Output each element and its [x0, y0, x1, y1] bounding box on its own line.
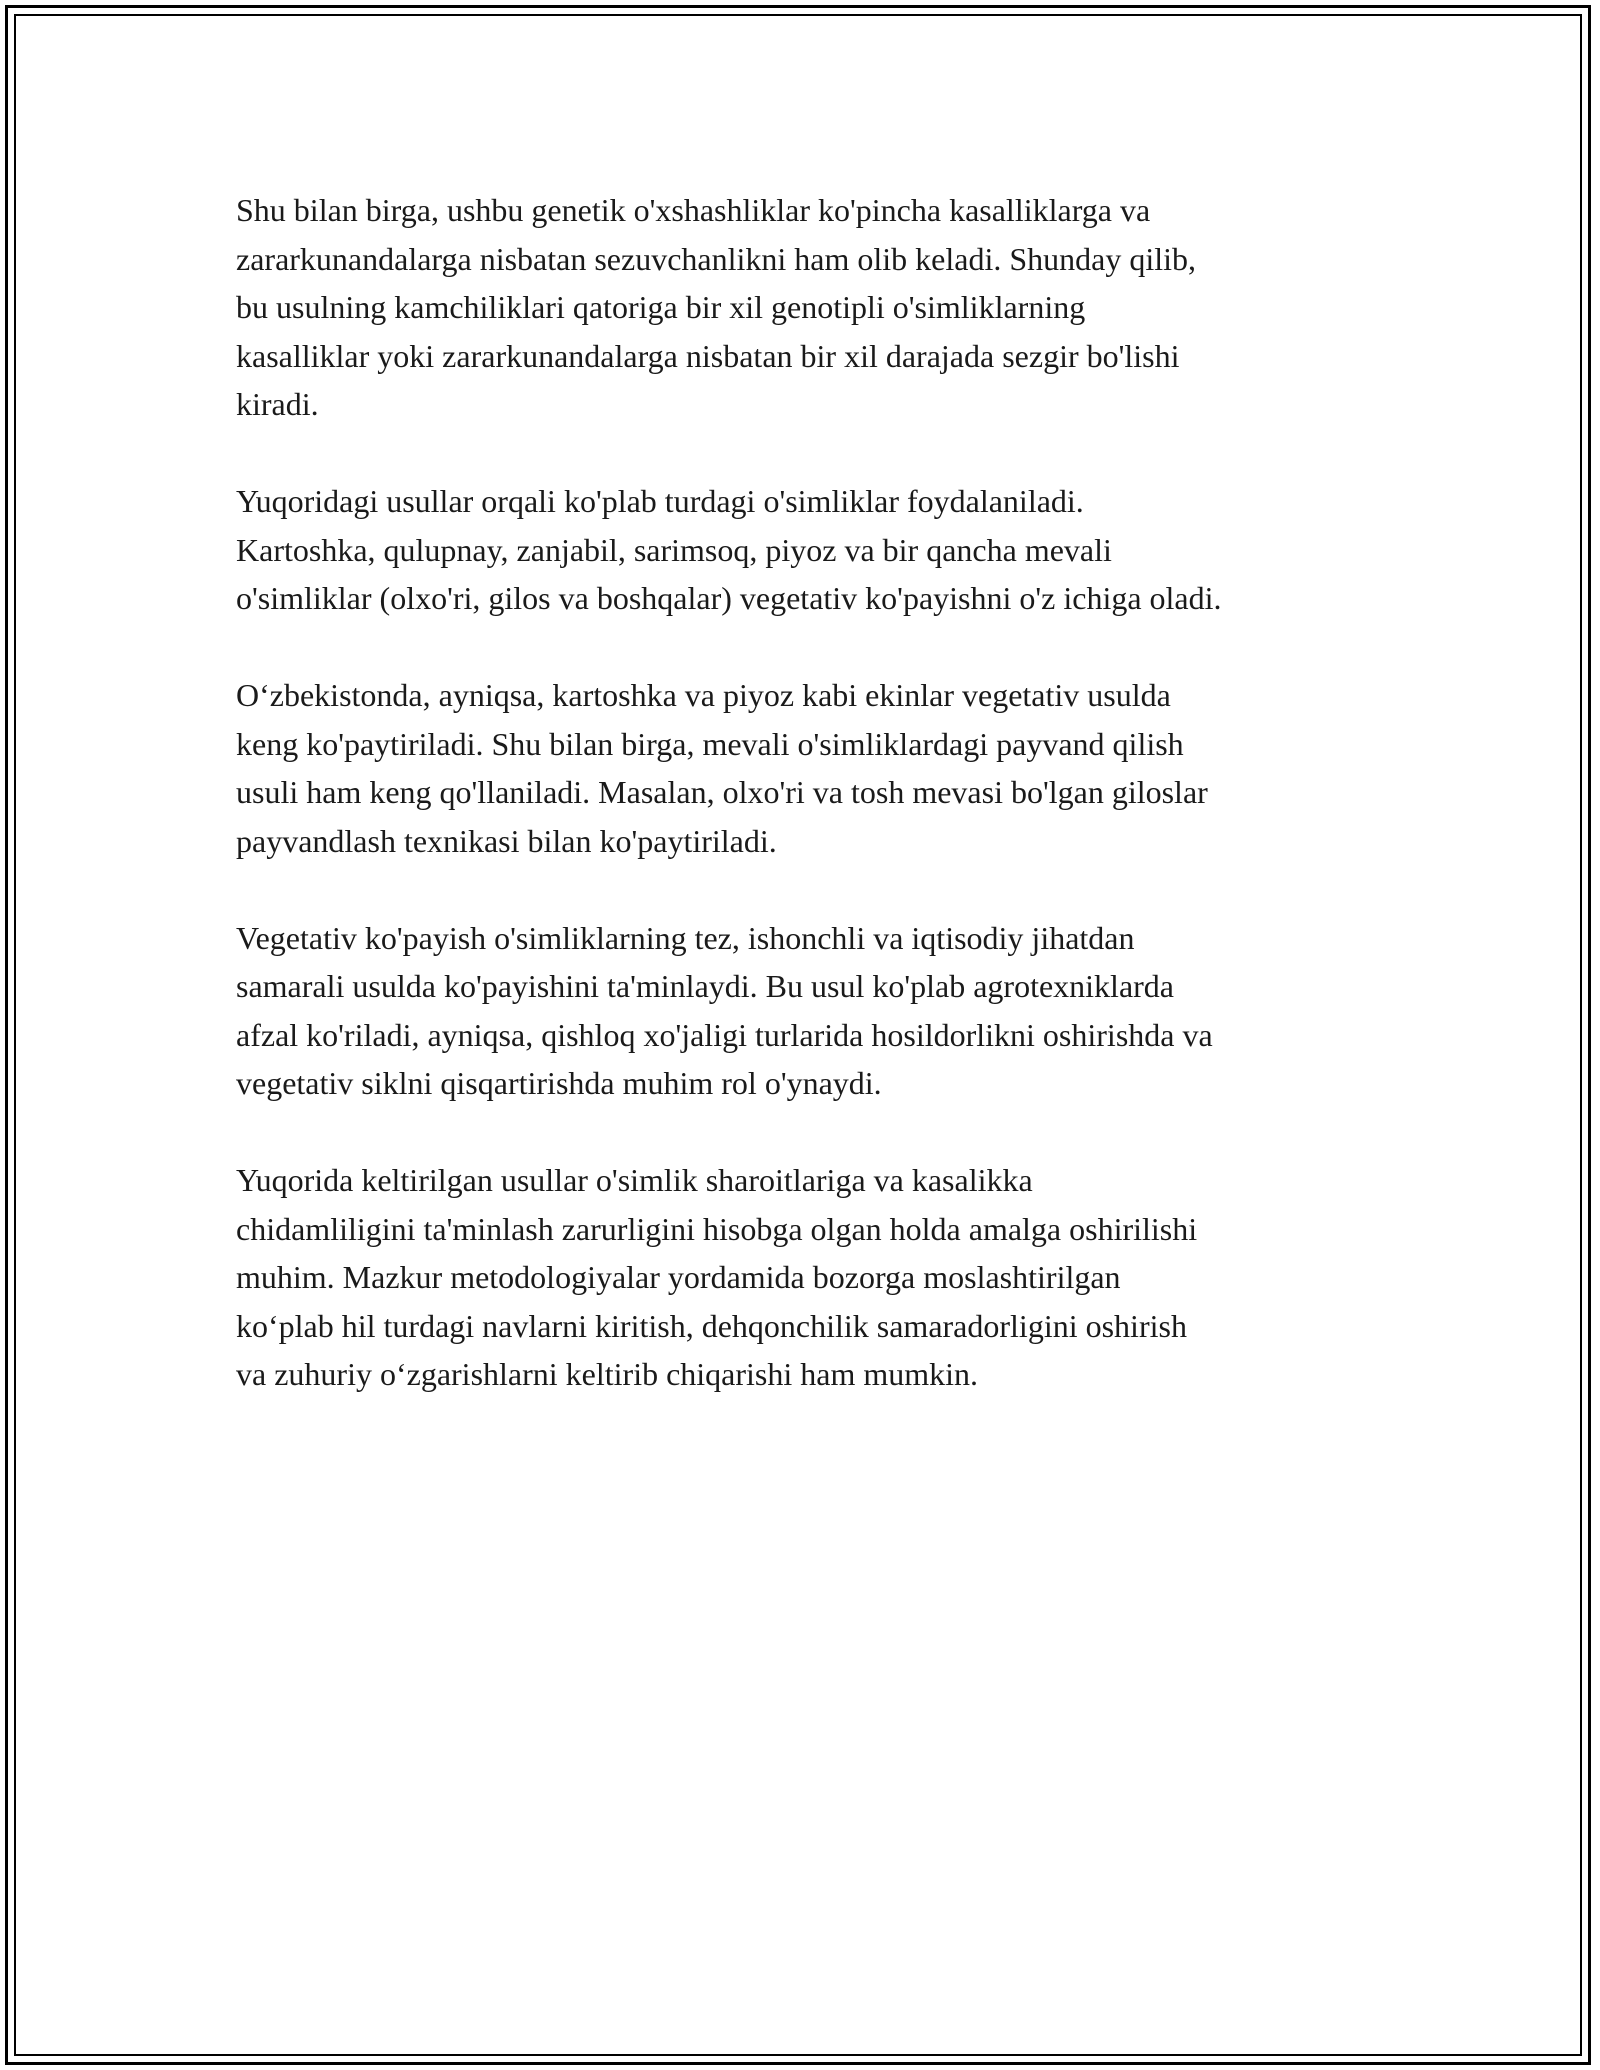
text-line: o'simliklar (olxo'ri, gilos va boshqalar) vegetativ ko'payishni o'z ichiga oladi. [236, 580, 1222, 616]
text-line: muhim. Mazkur metodologiyalar yordamida bozorga moslashtirilgan [236, 1259, 1121, 1295]
paragraph-5 [236, 1156, 1386, 1399]
text-line: samarali usulda ko'payishini ta'minlaydi. Bu usul ko'plab agrotexniklarda [236, 968, 1174, 1004]
paragraph-1 [236, 186, 1386, 429]
text-line: Yuqoridagi usullar orqali ko'plab turdagi o'simliklar foydalaniladi. [236, 483, 1084, 519]
text-line: va zuhuriy o‘zgarishlarni keltirib chiqarishi ham mumkin. [236, 1356, 979, 1392]
text-line: Kartoshka, qulupnay, zanjabil, sarimsoq, piyoz va bir qancha mevali [236, 531, 1112, 568]
document-body [236, 186, 1386, 1447]
text-line: ko‘plab hil turdagi navlarni kiritish, dehqonchilik samaradorligini oshirish [236, 1307, 1187, 1344]
text-line: bu usulning kamchiliklari qatoriga bir xil genotipli o'simliklarning [236, 289, 1086, 325]
paragraph-3 [236, 671, 1386, 865]
text-line: O‘zbekistonda, ayniqsa, kartoshka va piyoz kabi ekinlar vegetativ usulda [236, 677, 1171, 713]
text-line: Vegetativ ko'payish o'simliklarning tez, ishonchli va iqtisodiy jihatdan [236, 919, 1135, 956]
text-line: Yuqorida keltirilgan usullar o'simlik sharoitlariga va kasalikka [236, 1162, 1033, 1198]
paragraph-2 [236, 477, 1386, 623]
text-line: zararkunandalarga nisbatan sezuvchanlikni ham olib keladi. Shunday qilib, [236, 240, 1197, 277]
text-line: vegetativ siklni qisqartirishda muhim rol o'ynaydi. [236, 1065, 882, 1101]
text-line: kasalliklar yoki zararkunandalarga nisbatan bir xil darajada sezgir bo'lishi [236, 337, 1180, 374]
text-line: usuli ham keng qo'llaniladi. Masalan, olxo'ri va tosh mevasi bo'lgan giloslar [236, 774, 1208, 810]
paragraph-4 [236, 914, 1386, 1108]
text-line: afzal ko'riladi, ayniqsa, qishloq xo'jaligi turlarida hosildorlikni oshirishda va [236, 1016, 1213, 1053]
text-line: keng ko'paytiriladi. Shu bilan birga, mevali o'simliklardagi payvand qilish [236, 725, 1184, 762]
text-line: chidamliligini ta'minlash zarurligini hisobga olgan holda amalga oshirilishi [236, 1210, 1198, 1247]
text-line: payvandlash texnikasi bilan ko'paytiriladi. [236, 822, 777, 859]
text-line: kiradi. [236, 386, 319, 422]
text-line: Shu bilan birga, ushbu genetik o'xshashliklar ko'pincha kasalliklarga va [236, 192, 1151, 228]
